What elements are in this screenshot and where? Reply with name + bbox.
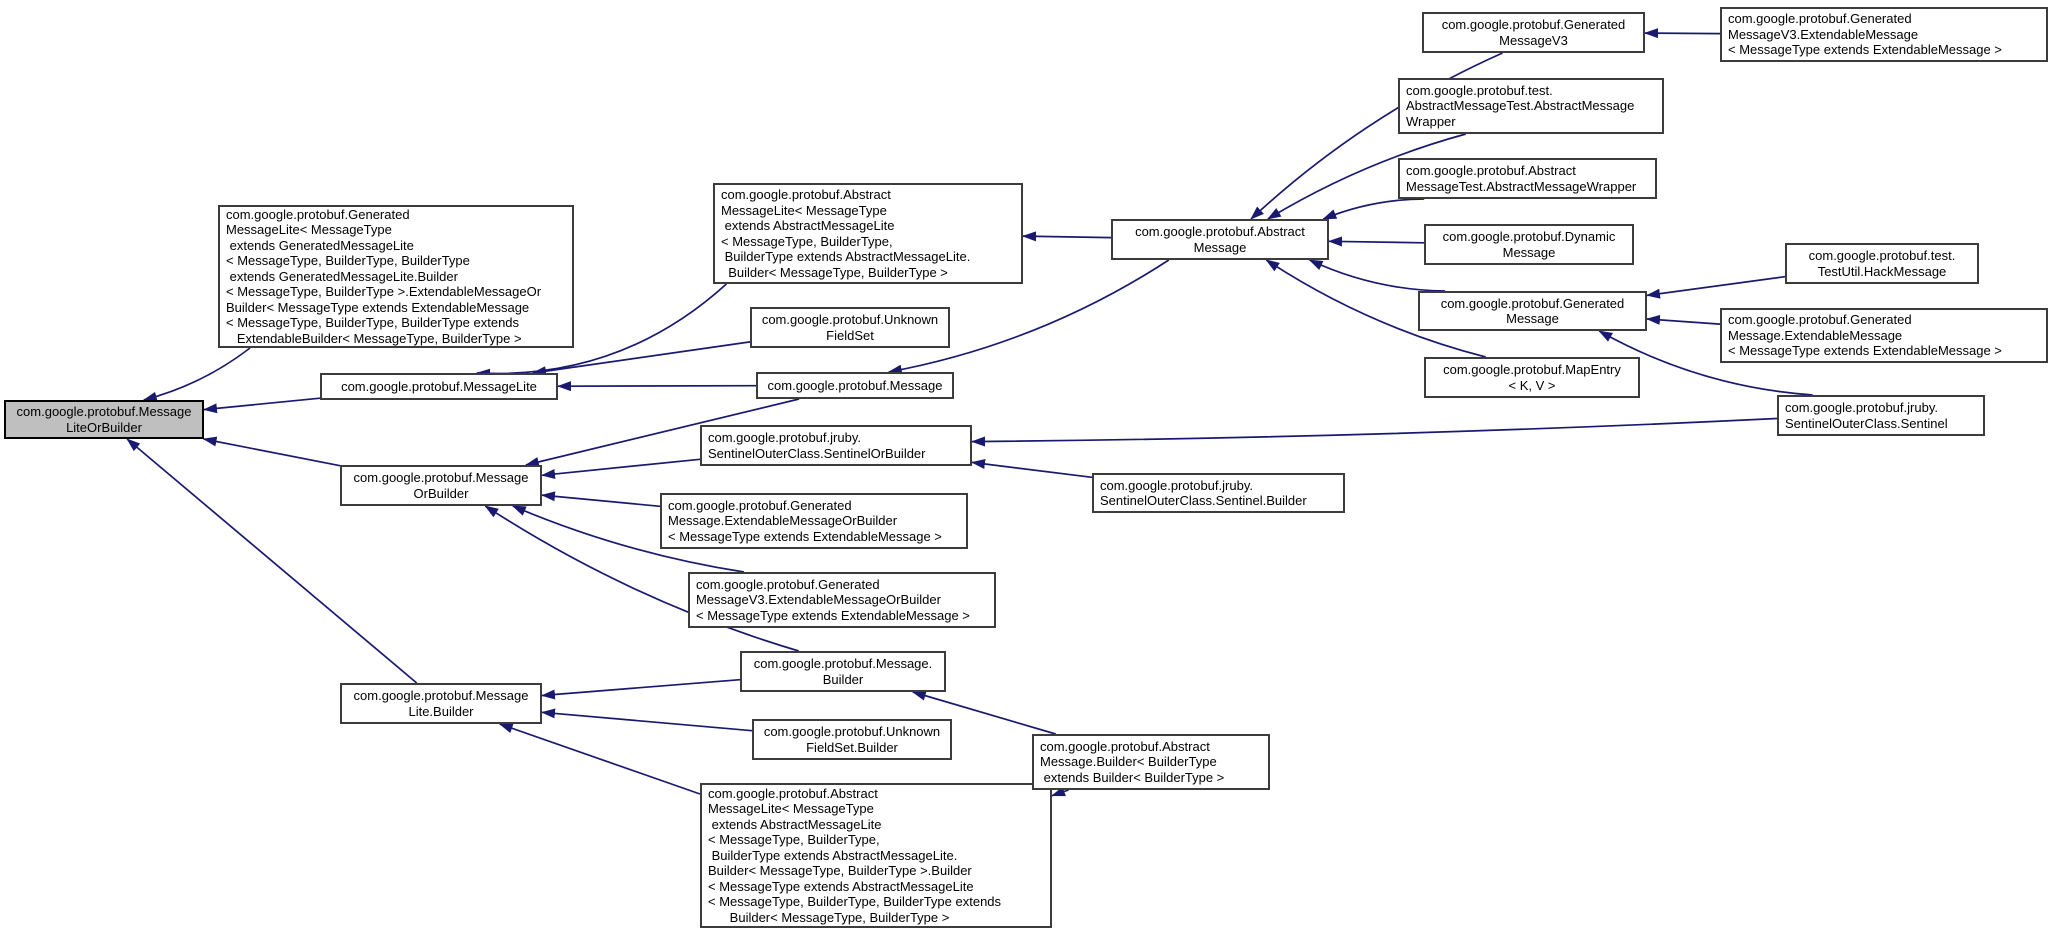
class-node-label-line: com.google.protobuf.jruby. — [1785, 400, 1938, 415]
class-node-label-line: FieldSet.Builder — [806, 739, 898, 755]
class-node-label-line: < MessageType extends ExtendableMessage > — [1728, 42, 2002, 58]
inheritance-edge-generated-message-lite-extendable-message-or-builder-to-message-lite-or-builder — [144, 348, 250, 400]
class-node-message-lite-builder[interactable] — [340, 683, 542, 724]
class-node-abstract-message[interactable] — [1111, 219, 1329, 260]
class-node-label-line: com.google.protobuf.Message — [353, 470, 529, 485]
class-node-label-line: com.google.protobuf.Generated — [226, 206, 410, 222]
class-node-label-line: com.google.protobuf.test. — [1406, 82, 1553, 98]
class-node-generated-message-v3[interactable] — [1422, 12, 1645, 53]
class-node-label-line: < K, V > — [1508, 377, 1556, 393]
class-node-label-line: < MessageType, BuilderType, BuilderType — [226, 253, 470, 269]
class-node-label-line: Message.Builder< BuilderType — [1040, 754, 1217, 770]
class-node-label-line: MessageLite< MessageType — [721, 202, 887, 218]
class-node-label-line: MessageLite< MessageType — [226, 222, 392, 238]
class-node-label-line: com.google.protobuf.Abstract — [708, 785, 878, 801]
class-node-label-line: < MessageType extends ExtendableMessage > — [696, 607, 970, 623]
class-node-label-line: extends AbstractMessageLite — [721, 218, 895, 233]
class-node-label-line: com.google.protobuf.jruby. — [708, 430, 861, 445]
class-node-label-line: Message — [1502, 244, 1556, 260]
class-node-label-line: extends Builder< BuilderType > — [1040, 769, 1225, 785]
inheritance-edge-message-builder-to-message-lite-builder — [542, 680, 740, 696]
class-node-message[interactable] — [756, 372, 954, 399]
inheritance-edge-generated-message-v3-extendable-message-to-generated-message-v3 — [1645, 33, 1720, 34]
class-node-test-abstract-message-test-wrapper[interactable] — [1398, 78, 1664, 134]
class-node-label-line: LiteOrBuilder — [66, 419, 142, 435]
class-node-label-line: com.google.protobuf.Abstract — [721, 187, 891, 202]
class-node-label-line: Builder< MessageType, BuilderType > — [721, 264, 948, 280]
class-node-unknown-field-set-builder[interactable] — [752, 719, 952, 760]
class-node-label-line: com.google.protobuf.Generated — [696, 576, 880, 592]
inheritance-edge-generated-message-extendable-message-to-generated-message — [1647, 319, 1720, 324]
class-node-label-line: MessageV3 — [1499, 32, 1568, 48]
class-node-abstract-message-lite[interactable] — [713, 183, 1023, 284]
class-node-label-line: Message.ExtendableMessage — [1728, 327, 1903, 343]
class-node-label-line: com.google.protobuf.Generated — [1441, 17, 1626, 32]
class-node-label-line: MessageV3.ExtendableMessage — [1728, 26, 1919, 42]
class-node-label-line: Message — [1193, 239, 1247, 255]
class-node-generated-message-v3-extendable-message[interactable] — [1720, 7, 2048, 62]
class-node-label-line: < MessageType, BuilderType, — [721, 233, 893, 249]
class-node-label-line: MessageTest.AbstractMessageWrapper — [1406, 178, 1637, 194]
class-node-label-line: com.google.protobuf.Generated — [668, 497, 852, 513]
class-node-message-lite-or-builder — [4, 400, 204, 439]
class-node-label-line: ExtendableBuilder< MessageType, BuilderType > — [226, 330, 522, 346]
class-node-generated-message-v3-extendable-message-or-builder[interactable] — [688, 572, 996, 628]
class-node-label-line: MessageV3.ExtendableMessageOrBuilder — [696, 592, 941, 608]
inheritance-edge-abstract-message-to-abstract-message-lite — [1023, 236, 1111, 238]
class-node-label-line: com.google.protobuf.Generated — [1440, 295, 1625, 311]
class-node-label-line: Builder — [822, 671, 864, 687]
class-node-label-line: Message — [1506, 311, 1559, 326]
inheritance-edge-unknown-field-set-builder-to-message-lite-builder — [542, 712, 752, 730]
class-node-unknown-field-set[interactable] — [750, 307, 950, 348]
class-node-label-line: MessageLite< MessageType — [708, 801, 874, 817]
inheritance-edge-message-lite-to-message-lite-or-builder — [204, 398, 320, 409]
inheritance-edge-dynamic-message-to-abstract-message — [1329, 241, 1424, 243]
class-node-generated-message[interactable] — [1418, 291, 1647, 331]
class-node-abstract-message-lite-builder[interactable] — [700, 783, 1052, 928]
class-node-label-line: AbstractMessageTest.AbstractMessage — [1406, 98, 1635, 114]
inheritance-edge-sentinel-to-sentinel-or-builder — [972, 419, 1777, 442]
class-node-label-line: com.google.protobuf.jruby. — [1100, 477, 1253, 493]
inheritance-edge-abstract-message-lite-builder-to-message-lite-builder — [500, 724, 700, 794]
inheritance-edge-test-util-hack-message-to-generated-message — [1647, 277, 1785, 296]
class-node-label-line: Builder< MessageType, BuilderType > — [708, 909, 950, 925]
class-node-test-util-hack-message[interactable] — [1785, 243, 1979, 284]
class-node-label-line: FieldSet — [826, 327, 874, 343]
class-node-label-line: com.google.protobuf.Message — [767, 377, 943, 393]
class-node-label-line: < MessageType, BuilderType, BuilderType extends — [708, 894, 1002, 910]
class-node-label-line: BuilderType extends AbstractMessageLite. — [721, 249, 971, 264]
class-node-message-lite[interactable] — [320, 373, 558, 400]
class-node-sentinel[interactable] — [1777, 395, 1985, 436]
class-node-label-line: com.google.protobuf.MapEntry — [1443, 362, 1621, 377]
class-node-label-line: com.google.protobuf.Abstract — [1135, 224, 1305, 239]
class-node-label-line: extends AbstractMessageLite — [708, 816, 882, 832]
class-node-label-line: com.google.protobuf.Abstract — [1406, 163, 1576, 178]
class-node-label-line: SentinelOuterClass.Sentinel.Builder — [1100, 493, 1307, 508]
class-node-label-line: com.google.protobuf.Message — [16, 404, 192, 419]
class-node-message-or-builder[interactable] — [340, 465, 542, 506]
inheritance-edge-message-or-builder-to-message-lite-or-builder — [204, 439, 340, 466]
class-node-label-line: BuilderType extends AbstractMessageLite. — [708, 847, 958, 863]
class-node-label-line: Builder< MessageType, BuilderType >.Builder — [708, 863, 972, 879]
class-node-message-builder[interactable] — [740, 651, 946, 692]
class-node-label-line: < MessageType extends ExtendableMessage > — [1728, 343, 2002, 359]
class-node-label-line: com.google.protobuf.Unknown — [761, 312, 939, 327]
class-node-label-line: TestUtil.HackMessage — [1817, 263, 1947, 279]
class-node-label-line: < MessageType, BuilderType, BuilderType extends — [226, 315, 520, 331]
class-node-label-line: SentinelOuterClass.Sentinel — [1785, 415, 1948, 431]
class-node-generated-message-extendable-message-or-builder[interactable] — [660, 493, 968, 549]
inheritance-edge-abstract-message-builder-to-abstract-message-lite-builder — [1052, 790, 1069, 796]
class-node-label-line: < MessageType, BuilderType >.ExtendableMessageOr — [226, 284, 542, 300]
class-node-sentinel-builder[interactable] — [1092, 473, 1345, 513]
class-node-label-line: Lite.Builder — [408, 703, 474, 719]
class-node-label-line: Message.ExtendableMessageOrBuilder — [668, 513, 898, 529]
class-node-label-line: OrBuilder — [413, 485, 469, 501]
class-node-label-line: SentinelOuterClass.SentinelOrBuilder — [708, 445, 926, 461]
class-node-label-line: Builder< MessageType extends ExtendableMessage — [226, 299, 530, 315]
class-node-label-line: com.google.protobuf.Unknown — [763, 724, 941, 739]
class-node-label-line: com.google.protobuf.Message — [353, 688, 529, 703]
class-node-label-line: extends GeneratedMessageLite.Builder — [226, 268, 458, 284]
class-node-label-line: extends GeneratedMessageLite — [226, 237, 414, 253]
class-node-label-line: com.google.protobuf.Dynamic — [1442, 229, 1616, 244]
class-node-label-line: com.google.protobuf.Message. — [753, 656, 933, 671]
class-node-label-line: Wrapper — [1406, 113, 1456, 129]
class-node-abstract-message-test-wrapper[interactable] — [1398, 158, 1657, 199]
class-node-sentinel-or-builder[interactable] — [700, 425, 972, 466]
class-node-label-line: < MessageType extends ExtendableMessage > — [668, 528, 942, 544]
inheritance-edge-abstract-message-test-wrapper-to-abstract-message — [1323, 199, 1424, 219]
class-node-map-entry[interactable] — [1424, 357, 1640, 398]
class-node-abstract-message-builder[interactable] — [1032, 734, 1270, 790]
class-node-label-line: com.google.protobuf.MessageLite — [341, 378, 537, 394]
class-node-label-line: < MessageType, BuilderType, — [708, 832, 880, 848]
class-node-label-line: com.google.protobuf.test. — [1808, 248, 1956, 263]
inheritance-edge-message-to-message-lite — [558, 386, 756, 387]
inheritance-edge-sentinel-or-builder-to-message-or-builder — [542, 459, 700, 475]
class-node-dynamic-message[interactable] — [1424, 224, 1634, 265]
class-node-label-line: com.google.protobuf.Abstract — [1040, 738, 1210, 754]
inheritance-edge-sentinel-builder-to-sentinel-or-builder — [972, 462, 1092, 477]
class-node-label-line: < MessageType extends AbstractMessageLite — [708, 878, 974, 894]
class-node-generated-message-lite-extendable-message-or-builder[interactable] — [218, 205, 574, 348]
class-node-label-line: com.google.protobuf.Generated — [1728, 11, 1912, 27]
inheritance-edge-generated-message-extendable-message-or-builder-to-message-or-builder — [542, 495, 660, 506]
class-node-generated-message-extendable-message[interactable] — [1720, 308, 2048, 363]
class-node-label-line: com.google.protobuf.Generated — [1728, 312, 1912, 328]
